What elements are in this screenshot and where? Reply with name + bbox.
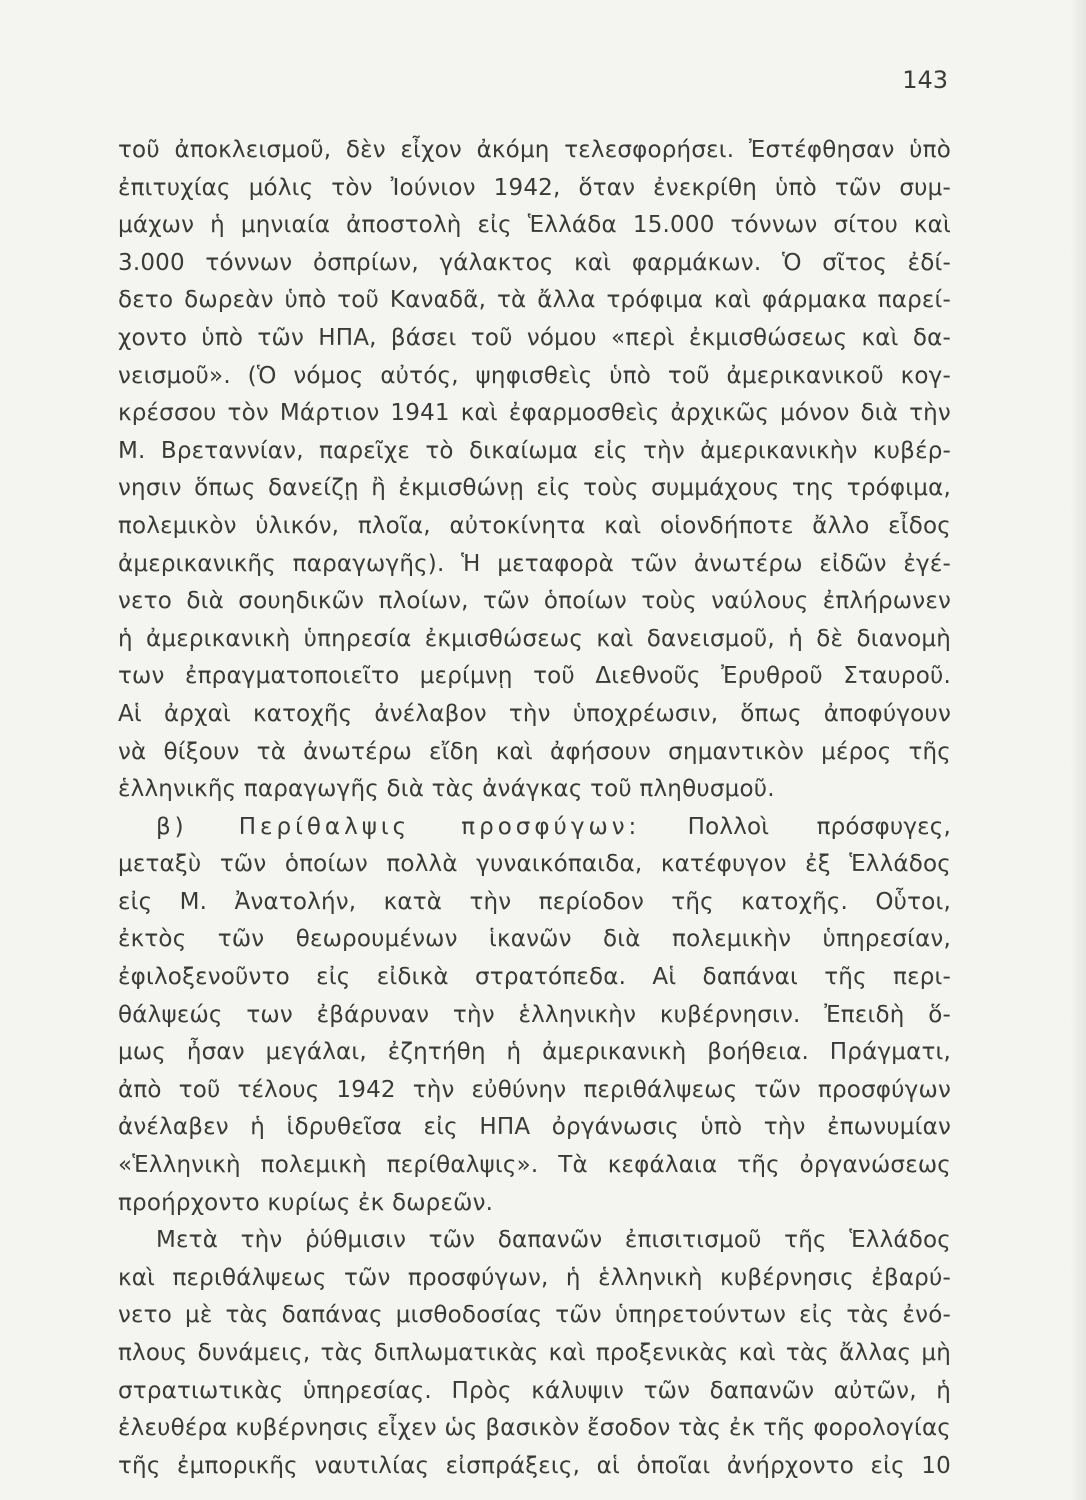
text-line: των ἐπραγματοποιεῖτο μερίμνῃ τοῦ Διεθνοῦς Ἐρυθροῦ Σταυροῦ. [118, 663, 951, 690]
section-heading: β) Περίθαλψις προσφύγων: [156, 813, 641, 840]
text-line: στρατιωτικὰς ὑπηρεσίας. Πρὸς κάλυψιν τῶν δαπανῶν αὐτῶν, ἡ [118, 1377, 951, 1404]
text-line: μως ἦσαν μεγάλαι, ἐζητήθη ἡ ἀμερικανικὴ βοήθεια. Πράγματι, [118, 1039, 951, 1066]
paragraph-2 [118, 809, 951, 1223]
text-line: κρέσσου τὸν Μάρτιον 1941 καὶ ἐφαρμοσθεὶς ἀρχικῶς μόνον διὰ τὴν [118, 400, 951, 427]
text-line: ἐλευθέρα κυβέρνησις εἶχεν ὡς βασικὸν ἔσοδον τὰς ἐκ τῆς φορολογίας [118, 1415, 951, 1442]
text-line: θάλψεώς των ἐβάρυναν τὴν ἑλληνικὴν κυβέρνησιν. Ἐπειδὴ ὅ- [118, 1001, 951, 1028]
text-line: καὶ περιθάλψεως τῶν προσφύγων, ἡ ἑλληνικὴ κυβέρνησις ἐβαρύ- [118, 1264, 951, 1291]
section-heading-line [118, 809, 951, 847]
text-line: τῆς ἐμπορικῆς ναυτιλίας εἰσπράξεις, αἱ ὁποῖαι ἀνήρχοντο εἰς 10 [118, 1452, 951, 1479]
paragraph-1 [118, 132, 951, 809]
text-line: ἡ ἀμερικανικὴ ὑπηρεσία ἐκμισθώσεως καὶ δανεισμοῦ, ἡ δὲ διανομὴ [118, 625, 951, 652]
page-edge-shadow [1070, 0, 1086, 1500]
text-line: ἀνέλαβεν ἡ ἱδρυθεῖσα εἰς ΗΠΑ ὀργάνωσις ὑπὸ τὴν ἐπωνυμίαν [118, 1114, 951, 1141]
text-line: εἰς Μ. Ἀνατολήν, κατὰ τὴν περίοδον τῆς κατοχῆς. Οὗτοι, [118, 888, 951, 915]
text-line: πλους δυνάμεις, τὰς διπλωματικὰς καὶ προξενικὰς καὶ τὰς ἄλλας μὴ [118, 1340, 951, 1366]
text-line: μεταξὺ τῶν ὁποίων πολλὰ γυναικόπαιδα, κατέφυγον ἐξ Ἑλλάδος [118, 851, 951, 878]
text-line: ἐκτὸς τῶν θεωρουμένων ἱκανῶν διὰ πολεμικὴν ὑπηρεσίαν, [118, 926, 951, 953]
text-line: μάχων ἡ μηνιαία ἀποστολὴ εἰς Ἑλλάδα 15.000 τόννων σίτου καὶ [118, 212, 951, 239]
text-line: νεισμοῦ». (Ὁ νόμος αὐτός, ψηφισθεὶς ὑπὸ τοῦ ἀμερικανικοῦ κογ- [118, 362, 951, 389]
text-line: πολεμικὸν ὑλικόν, πλοῖα, αὐτοκίνητα καὶ οἱονδήποτε ἄλλο εἶδος [118, 512, 951, 539]
text-line: ἀπὸ τοῦ τέλους 1942 τὴν εὐθύνην περιθάλψεως τῶν προσφύγων [118, 1076, 951, 1103]
text-line: «Ἑλληνικὴ πολεμικὴ περίθαλψις». Τὰ κεφάλαια τῆς ὀργανώσεως [118, 1152, 951, 1179]
text-line: νησιν ὅπως δανείζῃ ἢ ἐκμισθώνῃ εἰς τοὺς συμμάχους της τρόφιμα, [118, 475, 951, 502]
text-line: 3.000 τόννων ὀσπρίων, γάλακτος καὶ φαρμάκων. Ὁ σῖτος ἐδί- [118, 249, 951, 276]
text-line: νὰ θίξουν τὰ ἀνωτέρω εἴδη καὶ ἀφήσουν σημαντικὸν μέρος τῆς [118, 738, 951, 765]
page-number: 143 [902, 66, 948, 94]
text-line: ἐπιτυχίας μόλις τὸν Ἰούνιον 1942, ὅταν ἐνεκρίθη ὑπὸ τῶν συμ- [118, 174, 951, 201]
text-line: Μετὰ τὴν ῥύθμισιν τῶν δαπανῶν ἐπισιτισμοῦ τῆς Ἑλλάδος [156, 1227, 951, 1254]
paragraph-3 [118, 1222, 951, 1485]
text-span: Πολλοὶ πρόσφυγες, [687, 813, 951, 840]
text-line: χοντο ὑπὸ τῶν ΗΠΑ, βάσει τοῦ νόμου «περὶ ἐκμισθώσεως καὶ δα- [118, 324, 951, 351]
text-line: τοῦ ἀποκλεισμοῦ, δὲν εἶχον ἀκόμη τελεσφορήσει. Ἐστέφθησαν ὑπὸ [118, 137, 951, 163]
text-line: Μ. Βρεταννίαν, παρεῖχε τὸ δικαίωμα εἰς τὴν ἀμερικανικὴν κυβέρ- [118, 437, 951, 464]
text-line: ἑλληνικῆς παραγωγῆς διὰ τὰς ἀνάγκας τοῦ πληθυσμοῦ. [118, 776, 775, 803]
text-line: δετο δωρεὰν ὑπὸ τοῦ Καναδᾶ, τὰ ἄλλα τρόφιμα καὶ φάρμακα παρεί- [118, 287, 951, 314]
text-line: ἀμερικανικῆς παραγωγῆς). Ἡ μεταφορὰ τῶν ἀνωτέρω εἰδῶν ἐγέ- [118, 550, 951, 577]
text-line: ἐφιλοξενοῦντο εἰς εἰδικὰ στρατόπεδα. Αἱ δαπάναι τῆς περι- [118, 964, 951, 991]
text-line: Αἱ ἀρχαὶ κατοχῆς ἀνέλαβον τὴν ὑποχρέωσιν, ὅπως ἀποφύγουν [118, 700, 951, 727]
text-line: προήρχοντο κυρίως ἐκ δωρεῶν. [118, 1189, 494, 1216]
text-line: νετο διὰ σουηδικῶν πλοίων, τῶν ὁποίων τοὺς ναύλους ἐπλήρωνεν [118, 588, 951, 615]
text-line: νετο μὲ τὰς δαπάνας μισθοδοσίας τῶν ὑπηρετούντων εἰς τὰς ἐνό- [118, 1302, 951, 1329]
body-text [118, 132, 951, 1485]
